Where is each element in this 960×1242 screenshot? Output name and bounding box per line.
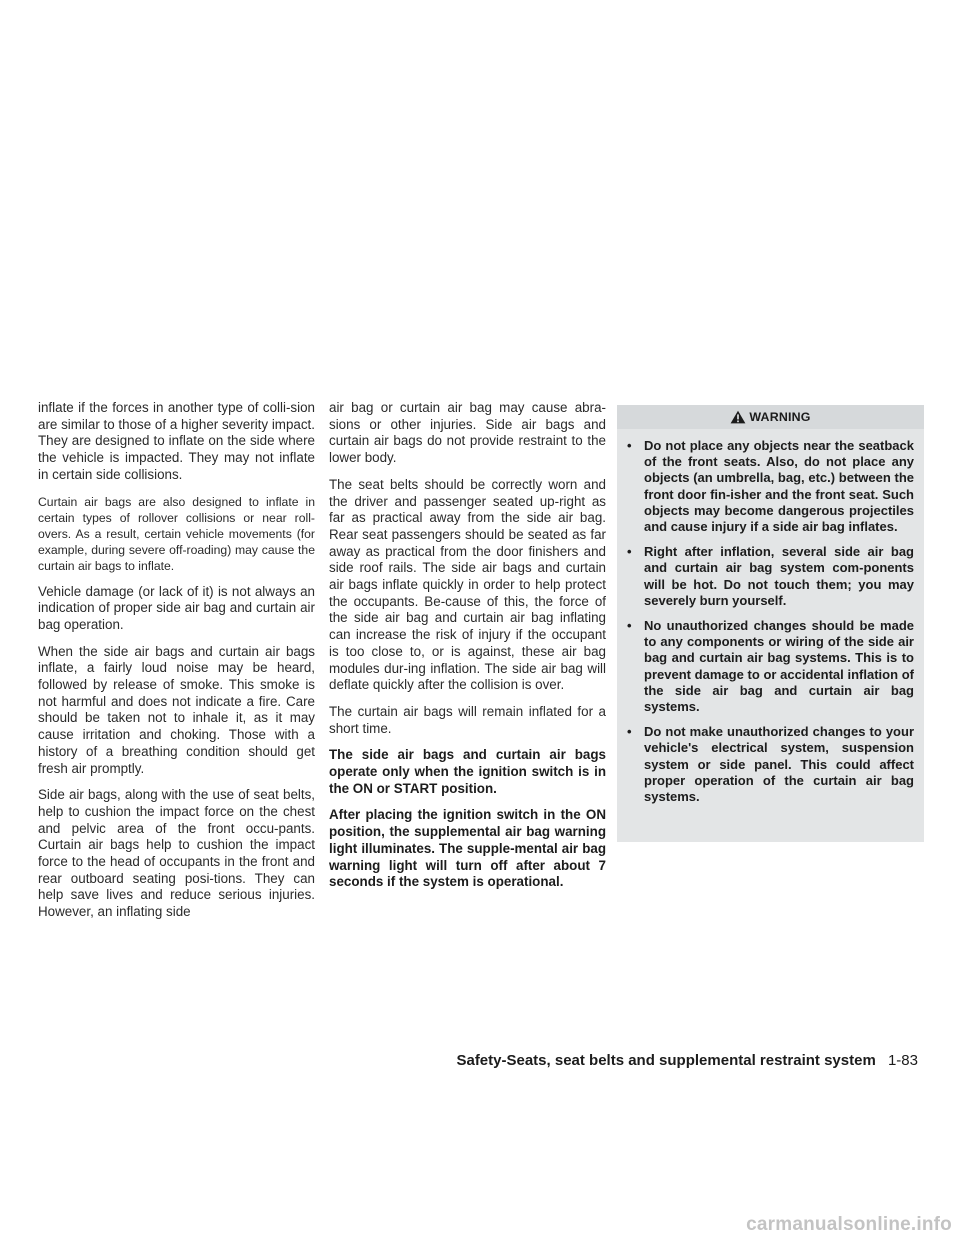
left-text-column bbox=[38, 400, 315, 931]
paragraph-rollover: Curtain air bags are also designed to inflate in certain types of rollover collisions or near roll-overs. As a result, certain vehicle movements (for example, during severe off-roading) may cause the curtain air bags to inflate. bbox=[38, 494, 315, 573]
paragraph-cushion-impact: Side air bags, along with the use of seat belts, help to cushion the impact force on the chest and pelvic area of the front occu-pants. Curtain air bags help to cushion the impact force to the head of occupants in the front and rear outboard seating posi-tions. They can help save lives and reduce serious injuries. However, an inflating side bbox=[38, 787, 315, 920]
page-number: 1-83 bbox=[887, 1052, 918, 1069]
warning-item-text: No unauthorized changes should be made to any components or wiring of the side air bag and curtain air bag systems. This is to prevent damage to or accidental inflation of the side air bag and curtain air bag systems. bbox=[644, 618, 914, 715]
paragraph-abrasions: air bag or curtain air bag may cause abra-sions or other injuries. Side air bags and curtain air bags do not provide restraint to the lower body. bbox=[329, 400, 606, 466]
warning-item-text: Do not place any objects near the seatback of the front seats. Also, do not place any objects (an umbrella, bag, etc.) between the front door fin-isher and the front seat. Such objects may become dangerous projectiles and cause injury if a side air bag inflates. bbox=[644, 438, 914, 535]
warning-box bbox=[617, 405, 924, 842]
warning-item bbox=[627, 724, 914, 805]
warning-header bbox=[617, 405, 924, 429]
paragraph-remain-inflated: The curtain air bags will remain inflated for a short time. bbox=[329, 703, 606, 736]
bullet: • bbox=[627, 724, 632, 740]
bullet: • bbox=[627, 618, 632, 634]
warning-item bbox=[627, 618, 914, 715]
paragraph-ignition-operate: The side air bags and curtain air bags operate only when the ignition switch is in the ON or START position. bbox=[329, 747, 606, 796]
middle-text-column bbox=[329, 400, 606, 901]
warning-list bbox=[617, 438, 924, 842]
watermark: carmanualsonline.info bbox=[746, 1214, 952, 1235]
page-footer bbox=[456, 1052, 918, 1069]
paragraph-vehicle-damage: Vehicle damage (or lack of it) is not always an indication of proper side air bag and curtain air bag operation. bbox=[38, 583, 315, 632]
warning-item-text: Right after inflation, several side air bag and curtain air bag system com-ponents will be hot. Do not touch them; you may severely burn yourself. bbox=[644, 544, 914, 608]
warning-triangle-icon bbox=[730, 410, 746, 424]
paragraph-seat-belts: The seat belts should be correctly worn and the driver and passenger seated up-right as far as practical away from the side air bag. Rear seat passengers should be seated as far away as practical from the door finishers and side roof rails. The side air bags and curtain air bags inflate quickly in order to help protect the occupants. Be-cause of this, the force of the side air bag and curtain air bag inflating can increase the risk of injury if the occupant is too close to, or is against, these air bag modules dur-ing inflation. The side air bag will deflate quickly after the collision is over. bbox=[329, 476, 606, 693]
warning-title: WARNING bbox=[749, 410, 811, 424]
bullet: • bbox=[627, 544, 632, 560]
footer-section-title: Safety-Seats, seat belts and supplemental restraint system bbox=[456, 1052, 876, 1069]
paragraph-inflate-forces: inflate if the forces in another type of colli-sion are similar to those of a higher severity impact. They are designed to inflate on the side where the vehicle is impacted. They may not inflate in certain side collisions. bbox=[38, 400, 315, 482]
warning-item bbox=[627, 438, 914, 535]
warning-item bbox=[627, 544, 914, 609]
paragraph-noise-smoke: When the side air bags and curtain air bags inflate, a fairly loud noise may be heard, followed by release of smoke. This smoke is not harmful and does not indicate a fire. Care should be taken not to inhale it, as it may cause irritation and choking. Those with a history of a breathing condition should get fresh air promptly. bbox=[38, 643, 315, 776]
warning-item-text: Do not make unauthorized changes to your vehicle's electrical system, suspension system or side panel. This could affect proper operation of the curtain air bag systems. bbox=[644, 724, 914, 805]
bullet: • bbox=[627, 438, 632, 453]
paragraph-warning-light: After placing the ignition switch in the ON position, the supplemental air bag warning light illuminates. The supple-mental air bag warning light will turn off after about 7 seconds if the system is operational. bbox=[329, 807, 606, 890]
